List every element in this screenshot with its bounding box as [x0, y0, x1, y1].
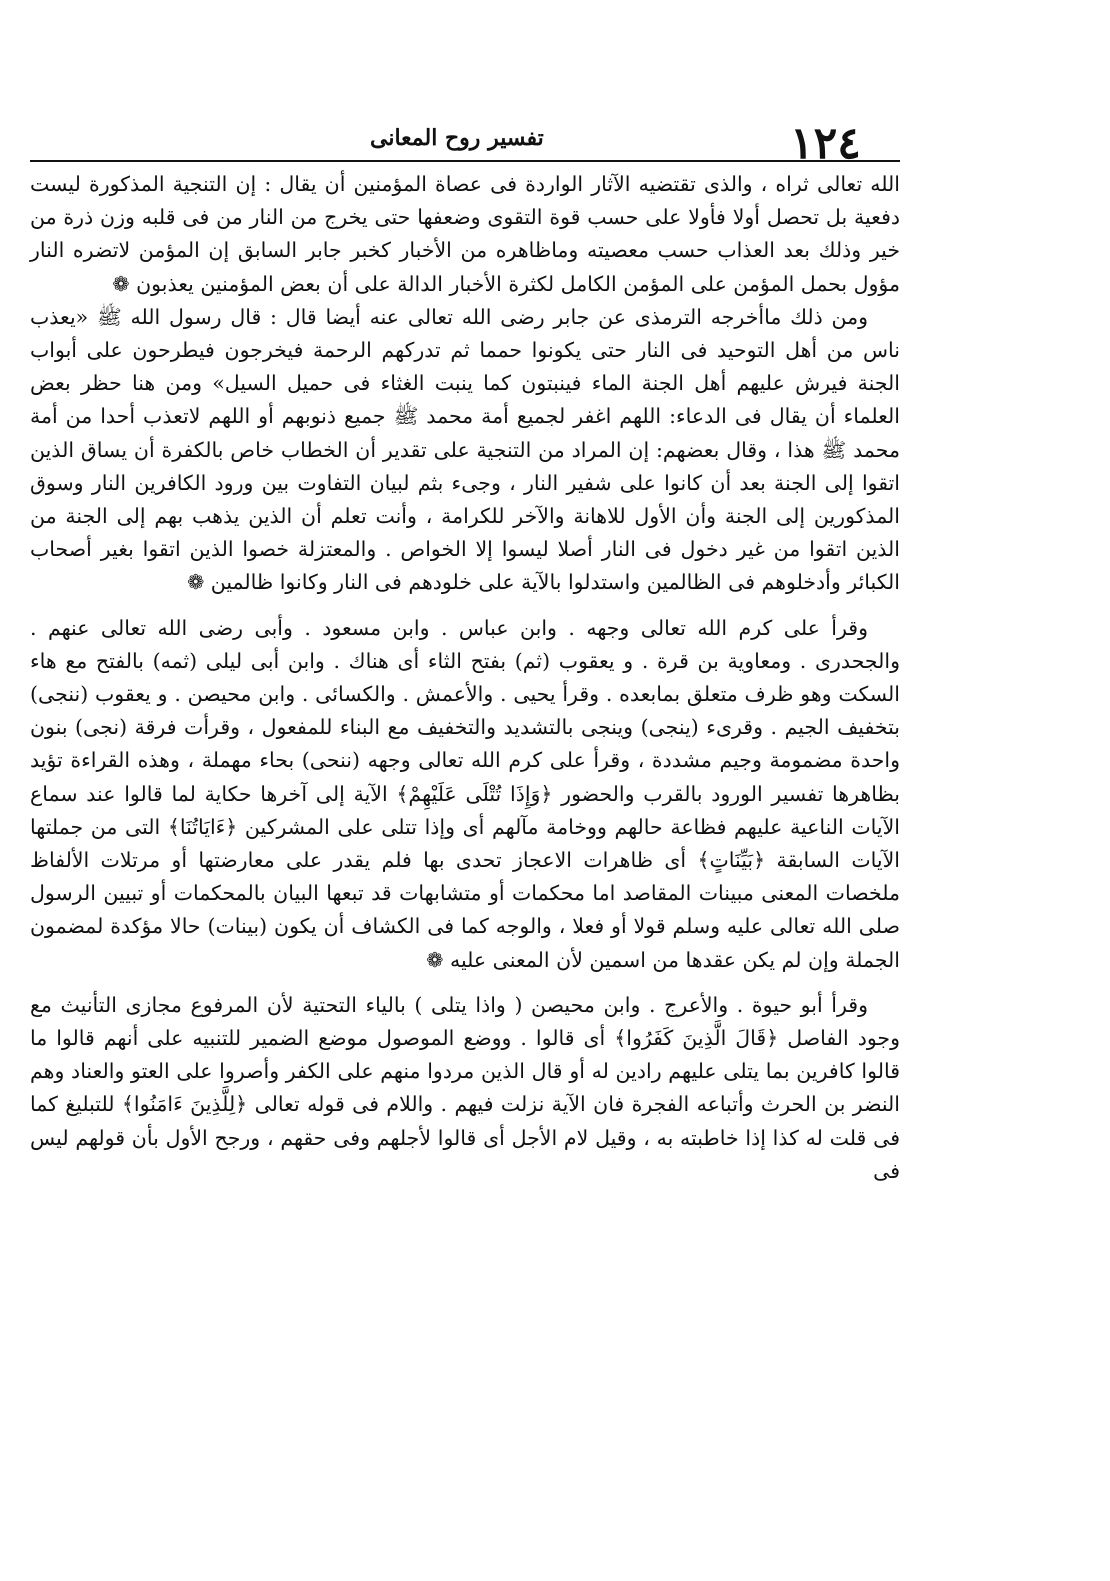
page-header [0, 0, 1110, 169]
header-rule [30, 160, 900, 162]
paragraph-gap [30, 600, 900, 612]
page-title: تفسير روح المعانى [370, 125, 544, 151]
page-number: ١٢٤ [790, 118, 861, 169]
paragraph-2: ومن ذلك ماأخرجه الترمذى عن جابر رضى الله تعالى عنه أيضا قال : قال رسول الله ﷺ «يعذب ناس من أهل التوحيد فى النار حتى يكونوا حمما ثم تدركهم الرحمة فيخرجون فيطرحون على أبواب الجنة فيرش عليهم أهل الجنة الماء فينبتون كما ينبت الغثاء فى حميل السيل» ومن هنا حظر بعض العلماء أن يقال فى الدعاء: اللهم اغفر لجميع أمة محمد ﷺ جميع ذنوبهم أو اللهم لاتعذب أحدا من أمة محمد ﷺ هذا ، وقال بعضهم: إن المراد من التنجية على تقدير أن الخطاب خاص بالكفرة أن يساق الذين اتقوا إلى الجنة بعد أن كانوا على شفير النار ، وجىء بثم لبيان التفاوت بين ورود الكافرين النار وسوق المذكورين إلى الجنة وأن الأول للاهانة والآخر للكرامة ، وأنت تعلم أن الذين يذهب بهم إلى الجنة من الذين اتقوا من غير دخول فى النار أصلا ليسوا إلا الخواص . والمعتزلة خصوا الذين اتقوا بغير أصحاب الكبائر وأدخلوهم فى الظالمين واستدلوا بالآية على خلودهم فى النار وكانوا ظالمين ❁ [30, 304, 900, 595]
paragraph-1: الله تعالى ثراه ، والذى تقتضيه الآثار الواردة فى عصاة المؤمنين أن يقال : إن التنجية المذكورة ليست دفعية بل تحصل أولا فأولا على حسب قوة التقوى وضعفها حتى يخرج من النار من فى قلبه وزن ذرة من خير وذلك بعد العذاب حسب معصيته وماظاهره من الأخبار كخبر جابر السابق إن المؤمن لاتضره النار مؤول بحمل المؤمن على المؤمن الكامل لكثرة الأخبار الدالة على أن بعض المؤمنين يعذبون ❁ [30, 172, 900, 296]
paragraph-4: وقرأ أبو حيوة . والأعرج . وابن محيصن ( واذا يتلى ) بالياء التحتية لأن المرفوع مجازى التأنيث مع وجود الفاصل ﴿قَالَ الَّذِينَ كَفَرُوا﴾ أى قالوا . ووضع الموصول موضع الضمير للتنبيه على أنهم قالوا ما قالوا كافرين بما يتلى عليهم رادين له أو قال الذين مردوا منهم على الكفر وأصروا على العتو والعناد وهم النضر بن الحرث وأتباعه الفجرة فان الآية نزلت فيهم . واللام فى قوله تعالى ﴿لِلَّذِينَ ءَامَنُوا﴾ للتبليغ كما فى قلت له كذا إذا خاطبته به ، وقيل لام الأجل أى قالوا لأجلهم وفى حقهم ، ورجح الأول بأن قولهم ليس فى [30, 992, 900, 1183]
body-text [30, 168, 900, 1188]
paragraph-3: وقرأ على كرم الله تعالى وجهه . وابن عباس . وابن مسعود . وأبى رضى الله تعالى عنهم . والجحدرى . ومعاوية بن قرة . و يعقوب (ثم) بفتح الثاء أى هناك . وابن أبى ليلى (ثمه) بالفتح مع هاء السكت وهو ظرف متعلق بمابعده . وقرأ يحيى . والأعمش . والكسائى . وابن محيصن . و يعقوب (ننجى) بتخفيف الجيم . وقرىء (ينجى) وينجى بالتشديد والتخفيف مع البناء للمفعول ، وقرأت فرقة (نجى) بنون واحدة مضمومة وجيم مشددة ، وقرأ على كرم الله تعالى وجهه (ننحى) بحاء مهملة ، وهذه القراءة تؤيد بظاهرها تفسير الورود بالقرب والحضور ﴿وَإِذَا تُتْلَى عَلَيْهِمْ﴾ الآية إلى آخرها حكاية لما قالوا عند سماع الآيات الناعية عليهم فظاعة حالهم ووخامة مآلهم أى وإذا تتلى على المشركين ﴿ءَايَاتُنَا﴾ التى من جملتها الآيات السابقة ﴿بَيِّنَاتٍ﴾ أى ظاهرات الاعجاز تحدى بها فلم يقدر على معارضتها أو مرتلات الألفاظ ملخصات المعنى مبينات المقاصد اما محكمات أو متشابهات قد تبعها البيان بالمحكمات أو تبيين الرسول صلى الله تعالى عليه وسلم قولا أو فعلا ، والوجه كما فى الكشاف أن يكون (بينات) حالا مؤكدة لمضمون الجملة وإن لم يكن عقدها من اسمين لأن المعنى عليه ❁ [30, 615, 900, 972]
paragraph-gap [30, 977, 900, 989]
